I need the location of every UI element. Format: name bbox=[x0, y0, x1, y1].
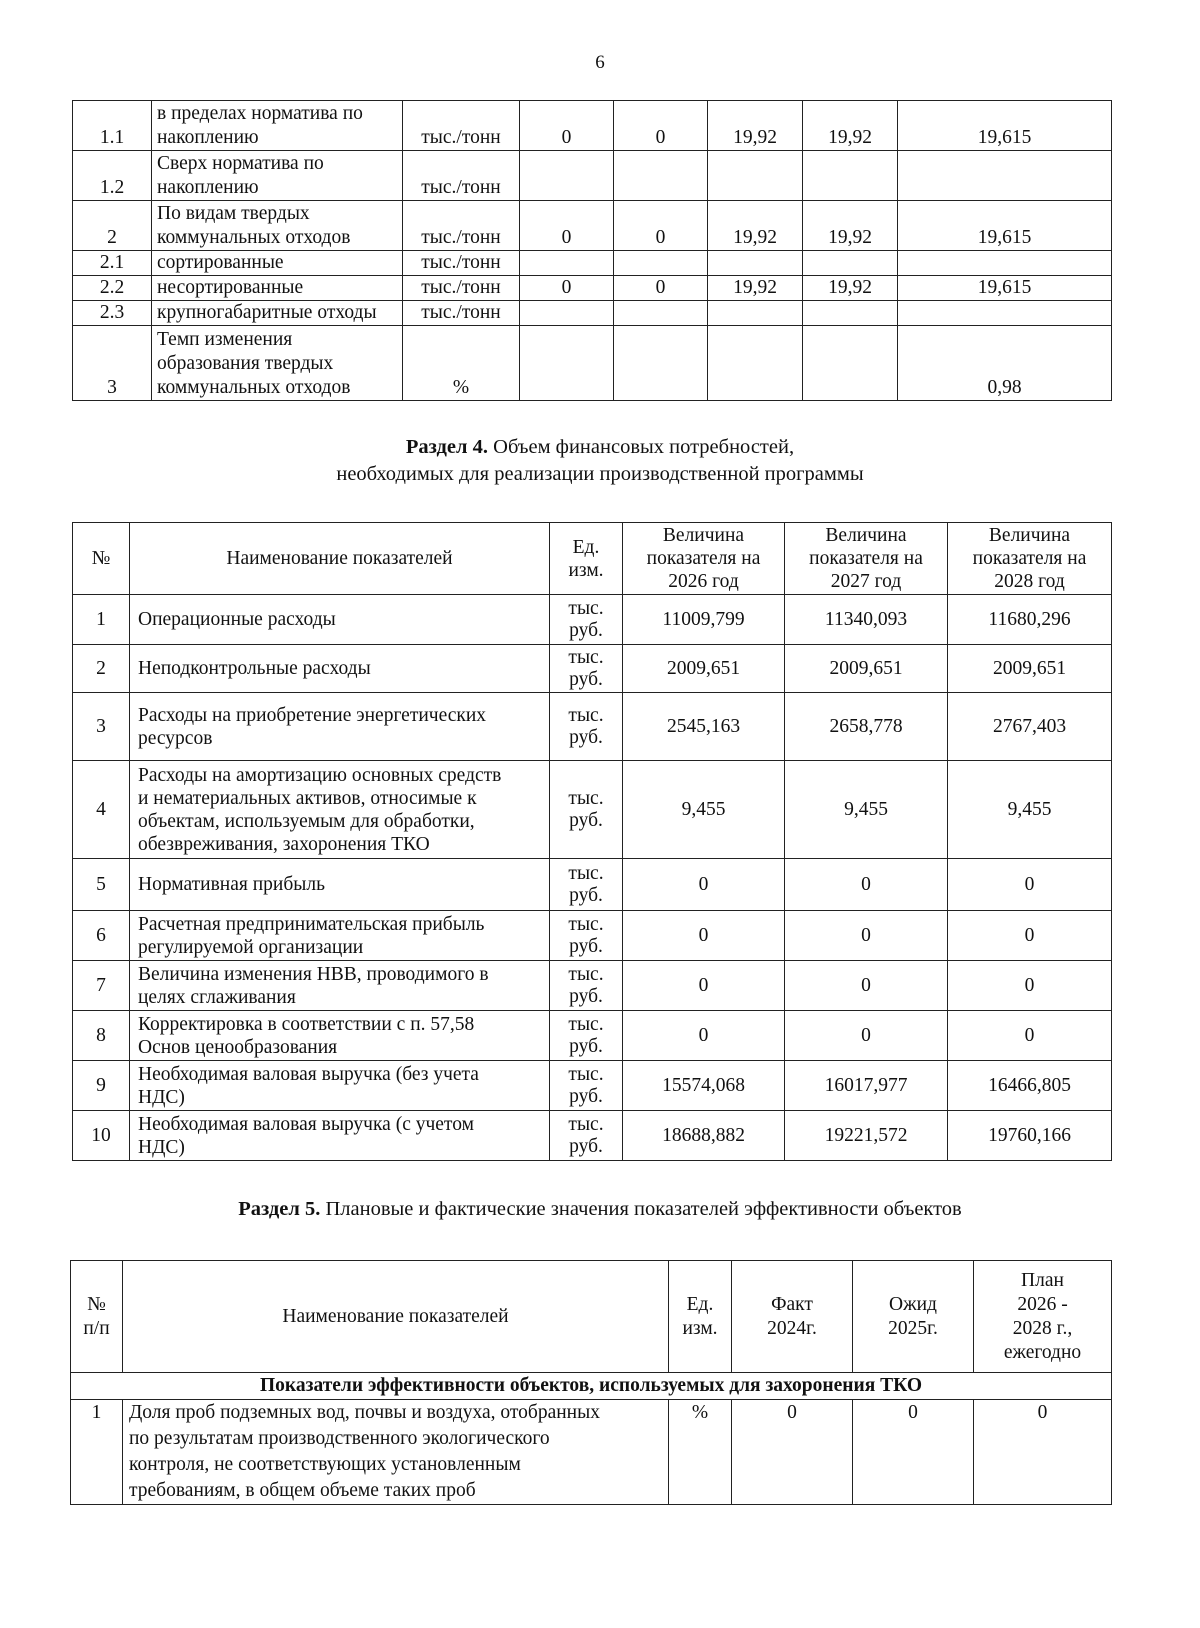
header-unit: Ед. изм. bbox=[550, 523, 623, 595]
row-value bbox=[520, 151, 614, 201]
value-plan: 0 bbox=[974, 1400, 1112, 1505]
header-number: № п/п bbox=[71, 1261, 123, 1373]
table-row bbox=[73, 595, 1112, 645]
value-2026: 0 bbox=[623, 859, 785, 911]
row-number: 8 bbox=[73, 1011, 130, 1061]
value-2028: 16466,805 bbox=[948, 1061, 1112, 1111]
efficiency-indicators-table bbox=[70, 1260, 1112, 1505]
row-value: 19,92 bbox=[708, 276, 803, 301]
row-number: 1.1 bbox=[73, 101, 152, 151]
row-value: 0 bbox=[520, 276, 614, 301]
row-name: Темп изменения образования твердых коммунальных отходов bbox=[152, 326, 403, 401]
value-2028: 0 bbox=[948, 911, 1112, 961]
section-5-title: Раздел 5. Плановые и фактические значения показателей эффективности объектов bbox=[238, 1198, 962, 1220]
row-number: 3 bbox=[73, 693, 130, 761]
row-unit: % bbox=[403, 326, 520, 401]
value-2027: 0 bbox=[785, 911, 948, 961]
row-value: 19,92 bbox=[708, 101, 803, 151]
value-2028: 2009,651 bbox=[948, 645, 1112, 693]
row-unit: тыс. руб. bbox=[550, 595, 623, 645]
value-2027: 0 bbox=[785, 859, 948, 911]
group-title: Показатели эффективности объектов, используемых для захоронения ТКО bbox=[71, 1373, 1112, 1400]
row-unit: тыс. руб. bbox=[550, 645, 623, 693]
table-row bbox=[73, 859, 1112, 911]
row-value: 19,92 bbox=[803, 101, 898, 151]
table-row bbox=[73, 693, 1112, 761]
value-2028: 19760,166 bbox=[948, 1111, 1112, 1161]
row-name: По видам твердых коммунальных отходов bbox=[152, 201, 403, 251]
row-unit: тыс. руб. bbox=[550, 1061, 623, 1111]
row-value bbox=[614, 151, 708, 201]
value-2027: 11340,093 bbox=[785, 595, 948, 645]
value-2026: 9,455 bbox=[623, 761, 785, 859]
row-value: 19,92 bbox=[803, 276, 898, 301]
header-number: № bbox=[73, 523, 130, 595]
row-number: 4 bbox=[73, 761, 130, 859]
row-value: 19,92 bbox=[708, 201, 803, 251]
table-row bbox=[73, 911, 1112, 961]
page-number: 6 bbox=[595, 52, 605, 73]
row-number: 1 bbox=[73, 595, 130, 645]
row-name: Операционные расходы bbox=[130, 595, 550, 645]
row-name: Величина изменения НВВ, проводимого в целях сглаживания bbox=[130, 961, 550, 1011]
row-number: 7 bbox=[73, 961, 130, 1011]
row-unit: тыс. руб. bbox=[550, 693, 623, 761]
row-unit: тыс./тонн bbox=[403, 301, 520, 326]
value-2026: 11009,799 bbox=[623, 595, 785, 645]
value-2027: 19221,572 bbox=[785, 1111, 948, 1161]
row-value: 19,92 bbox=[803, 201, 898, 251]
waste-volume-table bbox=[72, 100, 1112, 401]
value-2028: 0 bbox=[948, 859, 1112, 911]
row-value bbox=[614, 326, 708, 401]
header-name: Наименование показателей bbox=[123, 1261, 669, 1373]
row-value: 0 bbox=[520, 101, 614, 151]
header-fact-2024: Факт 2024г. bbox=[732, 1261, 853, 1373]
value-2028: 2767,403 bbox=[948, 693, 1112, 761]
financial-needs-table bbox=[72, 522, 1112, 1161]
value-2026: 15574,068 bbox=[623, 1061, 785, 1111]
row-unit: тыс. руб. bbox=[550, 1111, 623, 1161]
row-number: 6 bbox=[73, 911, 130, 961]
row-value bbox=[803, 326, 898, 401]
table-header-row bbox=[71, 1261, 1112, 1373]
row-unit: тыс./тонн bbox=[403, 251, 520, 276]
value-2026: 18688,882 bbox=[623, 1111, 785, 1161]
row-unit: тыс./тонн bbox=[403, 151, 520, 201]
row-number: 3 bbox=[73, 326, 152, 401]
row-unit: тыс./тонн bbox=[403, 101, 520, 151]
row-name: Корректировка в соответствии с п. 57,58 Основ ценообразования bbox=[130, 1011, 550, 1061]
table-row bbox=[73, 1111, 1112, 1161]
row-number: 5 bbox=[73, 859, 130, 911]
row-value: 19,615 bbox=[898, 101, 1112, 151]
row-name: в пределах норматива по накоплению bbox=[152, 101, 403, 151]
row-unit: тыс./тонн bbox=[403, 201, 520, 251]
row-unit: тыс./тонн bbox=[403, 276, 520, 301]
row-value bbox=[898, 251, 1112, 276]
value-2028: 9,455 bbox=[948, 761, 1112, 859]
row-value bbox=[708, 151, 803, 201]
table-header-row bbox=[73, 523, 1112, 595]
table-row bbox=[73, 645, 1112, 693]
row-number: 2 bbox=[73, 645, 130, 693]
row-value: 0,98 bbox=[898, 326, 1112, 401]
row-name: крупногабаритные отходы bbox=[152, 301, 403, 326]
row-value bbox=[708, 301, 803, 326]
row-value bbox=[708, 326, 803, 401]
group-header-row bbox=[71, 1373, 1112, 1400]
value-2027: 0 bbox=[785, 1011, 948, 1061]
table-row bbox=[73, 276, 1112, 301]
row-value: 19,615 bbox=[898, 276, 1112, 301]
row-unit: тыс. руб. bbox=[550, 761, 623, 859]
row-value bbox=[520, 301, 614, 326]
value-fact-2024: 0 bbox=[732, 1400, 853, 1505]
row-value bbox=[708, 251, 803, 276]
row-unit: тыс. руб. bbox=[550, 859, 623, 911]
row-value bbox=[898, 151, 1112, 201]
row-name: Сверх норматива по накоплению bbox=[152, 151, 403, 201]
table-row bbox=[73, 301, 1112, 326]
row-number: 10 bbox=[73, 1111, 130, 1161]
value-2028: 11680,296 bbox=[948, 595, 1112, 645]
table-row bbox=[73, 761, 1112, 859]
row-value bbox=[520, 251, 614, 276]
table-row bbox=[73, 101, 1112, 151]
header-unit: Ед. изм. bbox=[669, 1261, 732, 1373]
header-2026: Величина показателя на 2026 год bbox=[623, 523, 785, 595]
table-row bbox=[73, 151, 1112, 201]
row-value bbox=[614, 301, 708, 326]
value-2026: 0 bbox=[623, 1011, 785, 1061]
row-unit: тыс. руб. bbox=[550, 1011, 623, 1061]
value-2026: 2009,651 bbox=[623, 645, 785, 693]
row-number: 1.2 bbox=[73, 151, 152, 201]
row-number: 1 bbox=[71, 1400, 123, 1505]
table-row bbox=[73, 326, 1112, 401]
table-row bbox=[73, 1011, 1112, 1061]
row-number: 2.2 bbox=[73, 276, 152, 301]
value-2027: 0 bbox=[785, 961, 948, 1011]
row-name: сортированные bbox=[152, 251, 403, 276]
row-name: несортированные bbox=[152, 276, 403, 301]
value-2026: 0 bbox=[623, 961, 785, 1011]
header-2027: Величина показателя на 2027 год bbox=[785, 523, 948, 595]
row-number: 9 bbox=[73, 1061, 130, 1111]
row-name: Расходы на амортизацию основных средств и нематериальных активов, относимые к объектам, используемым для обработки, обезвреживания, захоронения ТКО bbox=[130, 761, 550, 859]
row-value: 0 bbox=[614, 201, 708, 251]
row-value: 19,615 bbox=[898, 201, 1112, 251]
row-name: Неподконтрольные расходы bbox=[130, 645, 550, 693]
row-unit: % bbox=[669, 1400, 732, 1505]
header-2028: Величина показателя на 2028 год bbox=[948, 523, 1112, 595]
value-2027: 9,455 bbox=[785, 761, 948, 859]
row-value bbox=[898, 301, 1112, 326]
row-value bbox=[803, 251, 898, 276]
row-value: 0 bbox=[614, 101, 708, 151]
value-2026: 2545,163 bbox=[623, 693, 785, 761]
row-unit: тыс. руб. bbox=[550, 911, 623, 961]
table-row bbox=[73, 201, 1112, 251]
header-name: Наименование показателей bbox=[130, 523, 550, 595]
row-unit: тыс. руб. bbox=[550, 961, 623, 1011]
row-value bbox=[803, 301, 898, 326]
row-name: Необходимая валовая выручка (с учетом НДС) bbox=[130, 1111, 550, 1161]
row-value: 0 bbox=[614, 276, 708, 301]
table-row bbox=[73, 251, 1112, 276]
value-2027: 2658,778 bbox=[785, 693, 948, 761]
row-value bbox=[803, 151, 898, 201]
row-name: Расчетная предпринимательская прибыль регулируемой организации bbox=[130, 911, 550, 961]
row-number: 2.1 bbox=[73, 251, 152, 276]
row-value: 0 bbox=[520, 201, 614, 251]
row-number: 2.3 bbox=[73, 301, 152, 326]
table-row bbox=[73, 1061, 1112, 1111]
value-2028: 0 bbox=[948, 961, 1112, 1011]
header-plan-2026-2028: План 2026 - 2028 г., ежегодно bbox=[974, 1261, 1112, 1373]
value-2028: 0 bbox=[948, 1011, 1112, 1061]
row-value bbox=[614, 251, 708, 276]
row-value bbox=[520, 326, 614, 401]
value-2027: 2009,651 bbox=[785, 645, 948, 693]
value-expected-2025: 0 bbox=[853, 1400, 974, 1505]
row-name: Расходы на приобретение энергетических ресурсов bbox=[130, 693, 550, 761]
header-expected-2025: Ожид 2025г. bbox=[853, 1261, 974, 1373]
row-name: Нормативная прибыль bbox=[130, 859, 550, 911]
value-2026: 0 bbox=[623, 911, 785, 961]
row-number: 2 bbox=[73, 201, 152, 251]
row-name: Необходимая валовая выручка (без учета НДС) bbox=[130, 1061, 550, 1111]
value-2027: 16017,977 bbox=[785, 1061, 948, 1111]
table-row bbox=[73, 961, 1112, 1011]
row-name: Доля проб подземных вод, почвы и воздуха, отобранных по результатам производственного экологического контроля, не соответствующих установленным требованиям, в общем объеме таких проб bbox=[123, 1400, 669, 1505]
table-row bbox=[71, 1400, 1112, 1505]
section-4-title: Раздел 4. Объем финансовых потребностей, необходимых для реализации производственной программы bbox=[336, 436, 864, 485]
